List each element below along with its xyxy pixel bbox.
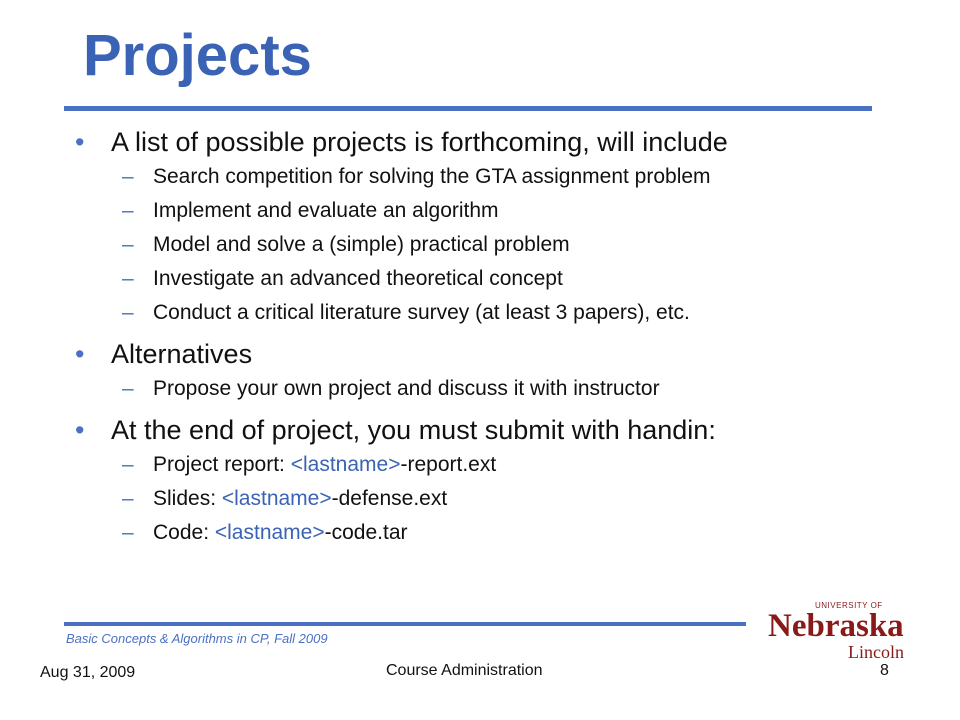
bullet-text: At the end of project, you must submit with handin: xyxy=(111,415,716,445)
dash-icon: – xyxy=(122,233,134,256)
sub-bullet-item xyxy=(75,296,935,330)
filename-prefix: Project report: xyxy=(153,453,291,476)
filename-placeholder: <lastname> xyxy=(290,453,401,476)
bullet-text: A list of possible projects is forthcoming, will include xyxy=(111,127,728,157)
bullet-icon: • xyxy=(75,415,85,445)
sub-bullet-text: Implement and evaluate an algorithm xyxy=(153,199,499,222)
dash-icon: – xyxy=(122,453,134,476)
footer-section-title: Course Administration xyxy=(386,662,543,679)
footer-course-name: Basic Concepts & Algorithms in CP, Fall 2009 xyxy=(66,631,328,646)
sub-bullet-item xyxy=(75,228,935,262)
logo-top-text: UNIVERSITY OF xyxy=(815,601,883,610)
sub-bullet-item xyxy=(75,194,935,228)
dash-icon: – xyxy=(122,301,134,324)
filename-suffix: -defense.ext xyxy=(331,487,448,510)
filename-prefix: Slides: xyxy=(153,487,222,510)
sub-bullet-text: Propose your own project and discuss it with instructor xyxy=(153,377,660,400)
sub-bullet-text: Model and solve a (simple) practical problem xyxy=(153,233,570,256)
page-number: 8 xyxy=(880,662,889,679)
bullet-item xyxy=(75,124,935,160)
sub-bullet-item xyxy=(75,262,935,296)
title-divider xyxy=(64,106,872,111)
footer-divider xyxy=(64,622,746,626)
filename-suffix: -code.tar xyxy=(324,521,408,544)
dash-icon: – xyxy=(122,521,134,544)
filename-placeholder: <lastname> xyxy=(214,521,325,544)
university-logo xyxy=(768,598,908,662)
sub-bullet-item xyxy=(75,482,935,516)
logo-sub-text: Lincoln xyxy=(848,642,904,662)
bullet-item xyxy=(75,336,935,372)
filename-prefix: Code: xyxy=(153,521,215,544)
logo-wordmark: Nebraska xyxy=(768,608,904,644)
sub-bullet-item xyxy=(75,516,935,550)
dash-icon: – xyxy=(122,487,134,510)
footer-date: Aug 31, 2009 xyxy=(40,664,136,681)
bullet-text: Alternatives xyxy=(111,339,253,369)
sub-bullet-text: Investigate an advanced theoretical concept xyxy=(153,267,563,290)
bullet-icon: • xyxy=(75,127,85,157)
filename-suffix: -report.ext xyxy=(400,453,497,476)
dash-icon: – xyxy=(122,165,134,188)
bullet-icon: • xyxy=(75,339,85,369)
dash-icon: – xyxy=(122,377,134,400)
sub-bullet-text: Conduct a critical literature survey (at least 3 papers), etc. xyxy=(153,301,690,324)
slide-content xyxy=(75,124,935,550)
filename-placeholder: <lastname> xyxy=(221,487,332,510)
dash-icon: – xyxy=(122,267,134,290)
sub-bullet-item xyxy=(75,372,935,406)
sub-bullet-text: Search competition for solving the GTA assignment problem xyxy=(153,165,711,188)
sub-bullet-item xyxy=(75,448,935,482)
dash-icon: – xyxy=(122,199,134,222)
bullet-item xyxy=(75,412,935,448)
sub-bullet-item xyxy=(75,160,935,194)
slide-title: Projects xyxy=(83,23,312,88)
